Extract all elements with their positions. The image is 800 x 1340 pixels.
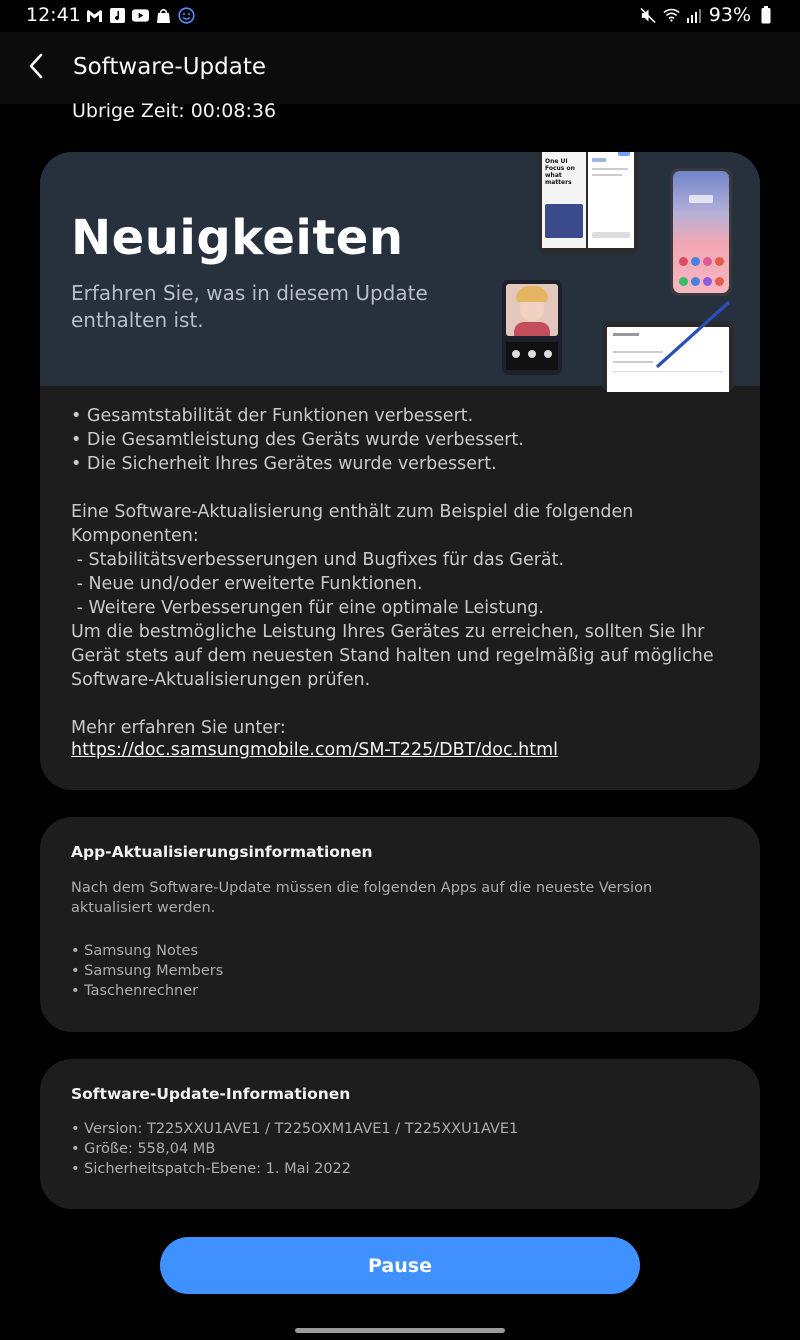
hero-banner <box>40 152 760 386</box>
list-item: • Samsung Notes <box>71 943 199 959</box>
phone-illustration <box>670 168 732 296</box>
update-info-heading: Software-Update-Informationen <box>71 1085 351 1103</box>
update-info-list <box>71 1119 731 1179</box>
hero-screen-line-1: One UI <box>545 158 568 165</box>
shopping-bag-icon <box>155 7 172 24</box>
foldable-device-illustration <box>538 152 638 254</box>
app-updates-description: Nach dem Software-Update müssen die folgenden Apps auf die neueste Version aktualisiert werden. <box>71 880 653 916</box>
list-item: • Größe: 558,04 MB <box>71 1141 216 1157</box>
page-title: Software-Update <box>73 54 266 80</box>
hero-screen-line-3: what matters <box>545 172 572 186</box>
s-pen-icon <box>652 300 732 370</box>
flip-phone-illustration <box>502 280 562 375</box>
app-update-info-card <box>40 817 760 1032</box>
status-time: 12:41 <box>26 4 81 26</box>
whats-new-card <box>40 152 760 790</box>
notification-icons <box>86 7 195 24</box>
navigation-handle[interactable] <box>295 1328 505 1333</box>
wifi-icon <box>663 7 680 24</box>
list-item: • Sicherheitspatch-Ebene: 1. Mai 2022 <box>71 1161 352 1177</box>
app-updates-heading: App-Aktualisierungsinformationen <box>71 843 373 861</box>
mute-icon <box>640 7 657 24</box>
list-item: • Version: T225XXU1AVE1 / T225OXM1AVE1 / T225XXU1AVE1 <box>71 1121 519 1137</box>
battery-percentage: 93% <box>708 4 751 26</box>
status-bar <box>0 0 800 32</box>
pause-button[interactable]: Pause <box>160 1237 640 1294</box>
hero-screen-line-2: Focus on <box>545 165 575 172</box>
software-update-info-card <box>40 1059 760 1209</box>
list-item: • Samsung Members <box>71 963 224 979</box>
app-bar <box>0 32 800 104</box>
battery-icon <box>757 7 774 24</box>
more-info-link[interactable]: https://doc.samsungmobile.com/SM-T225/DBT/doc.html <box>71 740 559 760</box>
system-icons <box>640 4 774 26</box>
back-button[interactable] <box>18 50 54 86</box>
youtube-icon <box>132 7 149 24</box>
remaining-time: Ubrige Zeit: 00:08:36 <box>72 100 277 122</box>
smiley-icon <box>178 7 195 24</box>
gmail-icon <box>86 7 103 24</box>
hero-subtitle: Erfahren Sie, was in diesem Update enthalten ist. <box>71 281 428 332</box>
music-icon <box>109 7 126 24</box>
release-notes: • Gesamtstabilität der Funktionen verbessert. • Die Gesamtleistung des Geräts wurde verbessert. • Die Sicherheit Ihres Gerätes wurde verbessert. Eine Software-Aktualisierung enthält zum Beispiel die folgenden Komponenten: - Stabilitätsverbesserungen und Bugfixes für das Gerät. - Neue und/oder erweiterte Funktionen. - Weitere Verbesserungen für eine optimale Leistung. Um die bestmögliche Leistung Ihres Gerätes zu erreichen, sollten Sie Ihr Gerät stets auf dem neuesten Stand halten und regelmäßig auf mögliche Software-Aktualisierungen prüfen. Mehr erfahren Sie unter: <box>71 406 714 738</box>
app-list <box>71 941 731 1001</box>
chevron-left-icon <box>28 53 44 83</box>
list-item: • Taschenrechner <box>71 983 199 999</box>
hero-title: Neuigkeiten <box>71 210 404 266</box>
signal-icon <box>686 7 703 24</box>
